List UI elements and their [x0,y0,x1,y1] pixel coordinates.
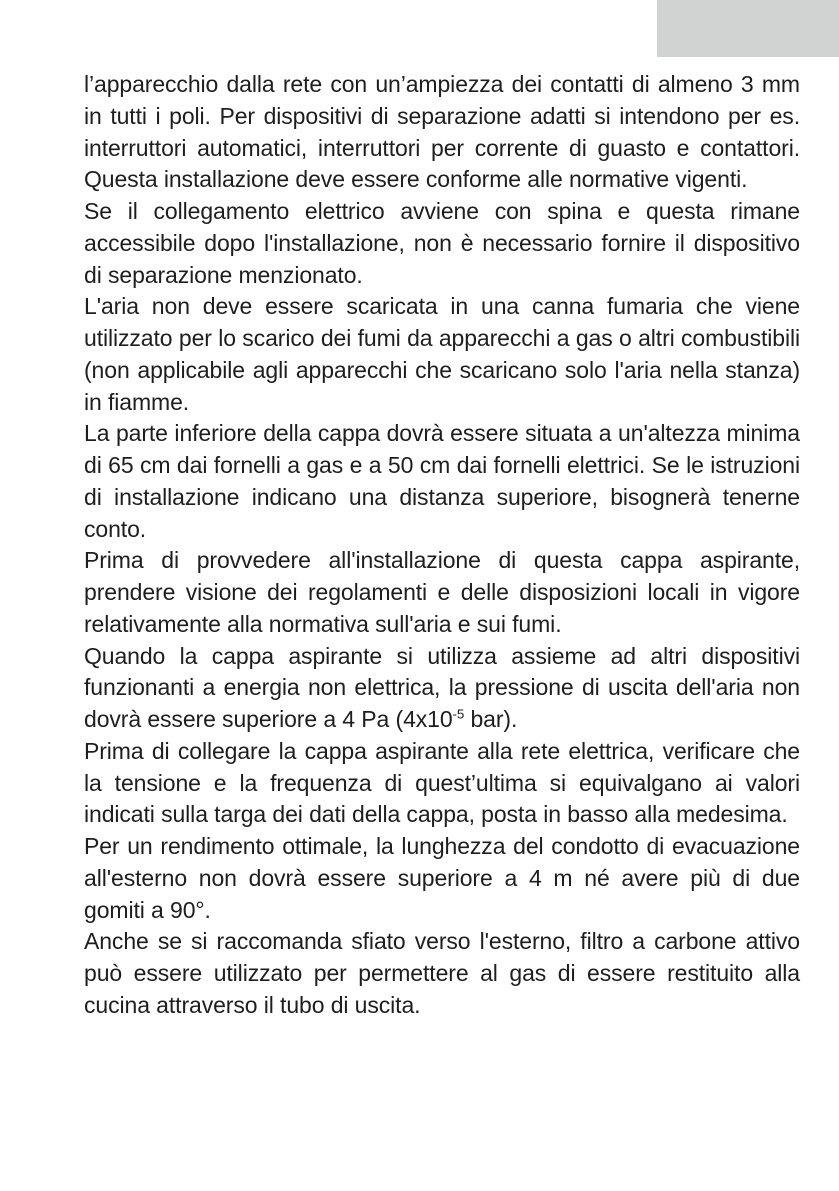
paragraph-9: Anche se si raccomanda sfiato verso l'esterno, filtro a carbone attivo può essere utilizzato per permettere al gas di essere restituito alla cucina attraverso il tubo di uscita. [84,928,800,1018]
paragraph-1: l’apparecchio dalla rete con un’ampiezza dei contatti di almeno 3 mm in tutti i poli. Per dispositivi di separazione adatti si intendono per es. interruttori automatici, interruttori per corrente di guasto e contattori. Questa installazione deve essere conforme alle normative vigenti. [84,71,800,193]
paragraph-6 [84,641,800,736]
paragraph-7: Prima di collegare la cappa aspirante alla rete elettrica, verificare che la tensione e la frequenza di quest’ultima si equivalgano ai valori indicati sulla targa dei dati della cappa, posta in basso alla medesima. [84,737,800,828]
paragraph-6-text: Quando la cappa aspirante si utilizza assieme ad altri dispositivi funzionanti a energia non elettrica, la pressione di uscita dell'aria non dovrà essere superiore a 4 Pa (4x10 [84,642,800,732]
paragraph-8: Per un rendimento ottimale, la lunghezza del condotto di evacuazione all'esterno non dovrà essere superiore a 4 m né avere più di due gomiti a 90°. [84,833,800,923]
header-gray-box [657,0,839,57]
paragraph-6-text-after: bar). [464,706,518,732]
body-text [84,69,800,1022]
paragraph-2: Se il collegamento elettrico avviene con spina e questa rimane accessibile dopo l'installazione, non è necessario fornire il dispositivo di separazione menzionato. [84,198,800,288]
paragraph-5: Prima di provvedere all'installazione di questa cappa aspirante, prendere visione dei regolamenti e delle disposizioni locali in vigore relativamente alla normativa sull'aria e sui fumi. [84,547,800,637]
paragraph-3: L'aria non deve essere scaricata in una canna fumaria che viene utilizzato per lo scarico dei fumi da apparecchi a gas o altri combustibili (non applicabile agli apparecchi che scaricano solo l'aria nella stanza) in fiamme. [84,293,800,415]
paragraph-4: La parte inferiore della cappa dovrà essere situata a un'altezza minima di 65 cm dai fornelli a gas e a 50 cm dai fornelli elettrici. Se le istruzioni di installazione indicano una distanza superiore, bisognerà tenerne conto. [84,420,800,542]
superscript-exponent: -5 [452,706,465,722]
